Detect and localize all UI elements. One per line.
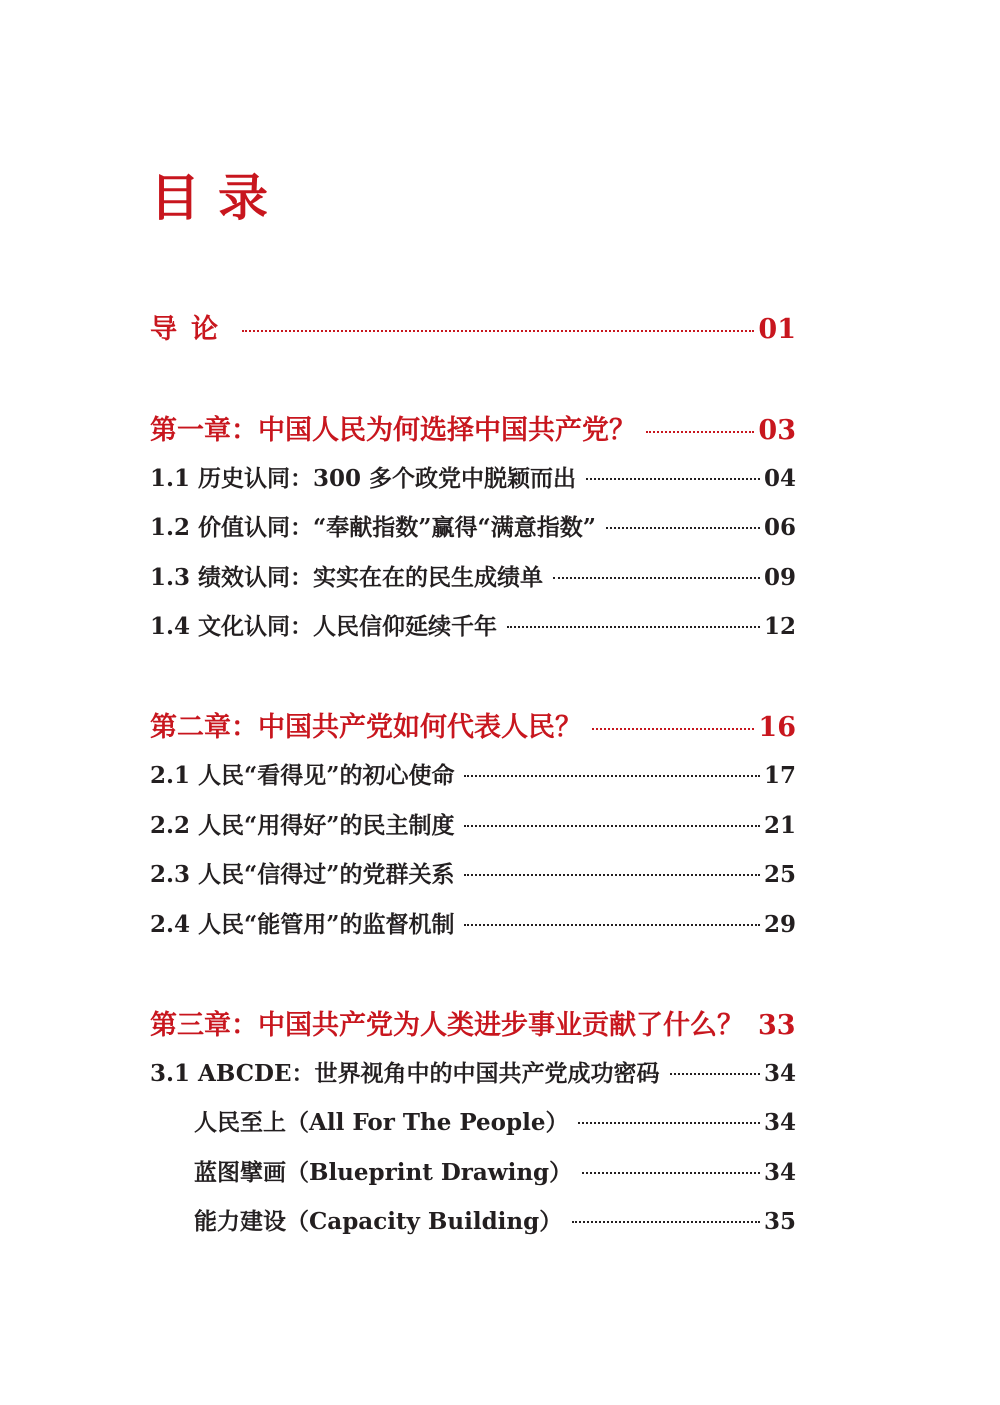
- toc-entry-label: 2.4 人民“能管用”的监督机制: [150, 911, 455, 938]
- dot-leader: [606, 527, 760, 529]
- toc-entry-section-1-1[interactable]: [150, 464, 796, 494]
- toc-entry-label: 导论: [150, 314, 232, 345]
- page-title: 目录: [150, 168, 286, 227]
- dot-leader: [553, 577, 760, 579]
- toc-entry-section-1-2[interactable]: [150, 513, 796, 543]
- toc-page-number: 06: [763, 514, 796, 541]
- toc-page-number: 09: [763, 564, 796, 591]
- toc-entry-label: 1.2 价值认同：“奉献指数”赢得“满意指数”: [150, 514, 596, 541]
- toc-entry-section-2-4[interactable]: [150, 910, 796, 940]
- toc-page-number: 34: [763, 1159, 796, 1186]
- dot-leader: [592, 728, 754, 730]
- toc-entry-label: 第一章：中国人民为何选择中国共产党？: [150, 415, 636, 446]
- toc-entry-section-1-3[interactable]: [150, 563, 796, 593]
- toc-entry-label: 人民至上（All For The People）: [194, 1109, 569, 1136]
- toc-page-number: 03: [758, 415, 796, 446]
- dot-leader: [578, 1122, 760, 1124]
- dot-leader: [646, 431, 754, 433]
- toc-entry-sub-all-for-the-people[interactable]: [194, 1108, 796, 1138]
- toc-entry-label: 3.1 ABCDE：世界视角中的中国共产党成功密码: [150, 1060, 660, 1087]
- toc-page-number: 16: [758, 712, 796, 743]
- toc-entry-label: 1.3 绩效认同：实实在在的民生成绩单: [150, 564, 544, 591]
- dot-leader: [582, 1172, 760, 1174]
- dot-leader: [670, 1073, 760, 1075]
- toc-page-number: 33: [758, 1010, 796, 1041]
- dot-leader: [507, 626, 760, 628]
- toc-page-number: 34: [763, 1109, 796, 1136]
- dot-leader: [464, 874, 760, 876]
- toc-page-number: 21: [763, 812, 796, 839]
- dot-leader: [572, 1221, 760, 1223]
- toc-page-number: 34: [763, 1060, 796, 1087]
- toc-entry-label: 2.3 人民“信得过”的党群关系: [150, 861, 455, 888]
- toc-page-number: 17: [763, 762, 796, 789]
- dot-leader: [242, 330, 754, 332]
- toc-entry-chapter-2[interactable]: [150, 711, 796, 745]
- toc-entry-label: 1.4 文化认同：人民信仰延续千年: [150, 613, 498, 640]
- toc-page-number: 12: [763, 613, 796, 640]
- toc-entry-sub-blueprint-drawing[interactable]: [194, 1158, 796, 1188]
- toc-entry-section-1-4[interactable]: [150, 612, 796, 642]
- toc-page-number: 29: [763, 911, 796, 938]
- toc-entry-section-3-1[interactable]: [150, 1059, 796, 1089]
- toc-entry-label: 第三章：中国共产党为人类进步事业贡献了什么？: [150, 1010, 744, 1041]
- toc-entry-introduction[interactable]: [150, 313, 796, 347]
- toc-page-number: 01: [758, 314, 796, 345]
- toc-entry-label: 第二章：中国共产党如何代表人民？: [150, 712, 582, 743]
- toc-page-number: 25: [763, 861, 796, 888]
- toc-entry-label: 1.1 历史认同：300 多个政党中脱颖而出: [150, 465, 577, 492]
- dot-leader: [464, 924, 760, 926]
- toc-entry-label: 2.1 人民“看得见”的初心使命: [150, 762, 455, 789]
- toc-entry-label: 蓝图擘画（Blueprint Drawing）: [194, 1159, 573, 1186]
- toc-entry-section-2-1[interactable]: [150, 761, 796, 791]
- toc-entry-chapter-1[interactable]: [150, 414, 796, 448]
- dot-leader: [586, 478, 760, 480]
- toc-page-number: 04: [763, 465, 796, 492]
- toc-entry-sub-capacity-building[interactable]: [194, 1207, 796, 1237]
- toc-entry-section-2-3[interactable]: [150, 860, 796, 890]
- dot-leader: [464, 825, 760, 827]
- toc-entry-label: 能力建设（Capacity Building）: [194, 1208, 563, 1235]
- toc-entry-chapter-3[interactable]: [150, 1009, 796, 1043]
- dot-leader: [464, 775, 760, 777]
- toc-entry-label: 2.2 人民“用得好”的民主制度: [150, 812, 455, 839]
- toc-page-number: 35: [763, 1208, 796, 1235]
- toc-entry-section-2-2[interactable]: [150, 811, 796, 841]
